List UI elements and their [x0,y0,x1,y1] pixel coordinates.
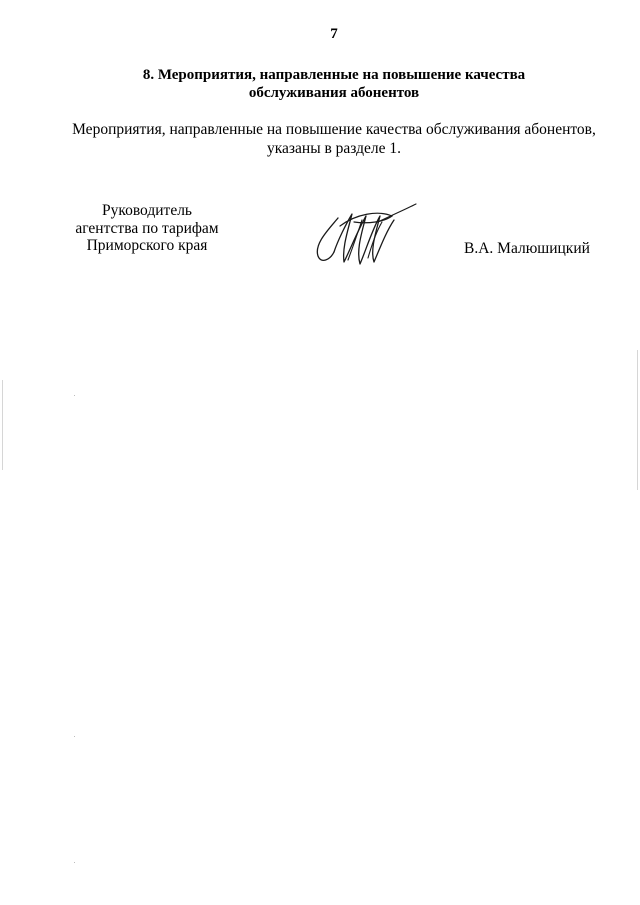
handwritten-signature [308,200,420,270]
page-number: 7 [330,26,338,42]
section-heading-line: обслуживания абонентов [248,85,420,101]
body-paragraph [20,120,640,158]
signatory-name: В.А. Малюшицкий [464,240,590,257]
section-heading [20,66,640,102]
signatory-position [62,202,232,255]
scan-speck [74,862,75,863]
scan-speck [74,395,75,396]
signatory-position-line: Руководитель [101,202,193,219]
section-heading-line: 8. Мероприятия, направленные на повышение качества [142,67,526,83]
signatory-position-line: агентства по тарифам [75,219,219,237]
paragraph-line: указаны в разделе 1. [266,140,402,157]
scan-speck [74,736,75,737]
scan-edge-right [637,350,638,490]
paragraph-line: Мероприятия, направленные на повышение качества обслуживания абонентов, [72,121,596,138]
signatory-position-line: Приморского края [86,237,208,254]
scan-edge-left [2,380,3,470]
